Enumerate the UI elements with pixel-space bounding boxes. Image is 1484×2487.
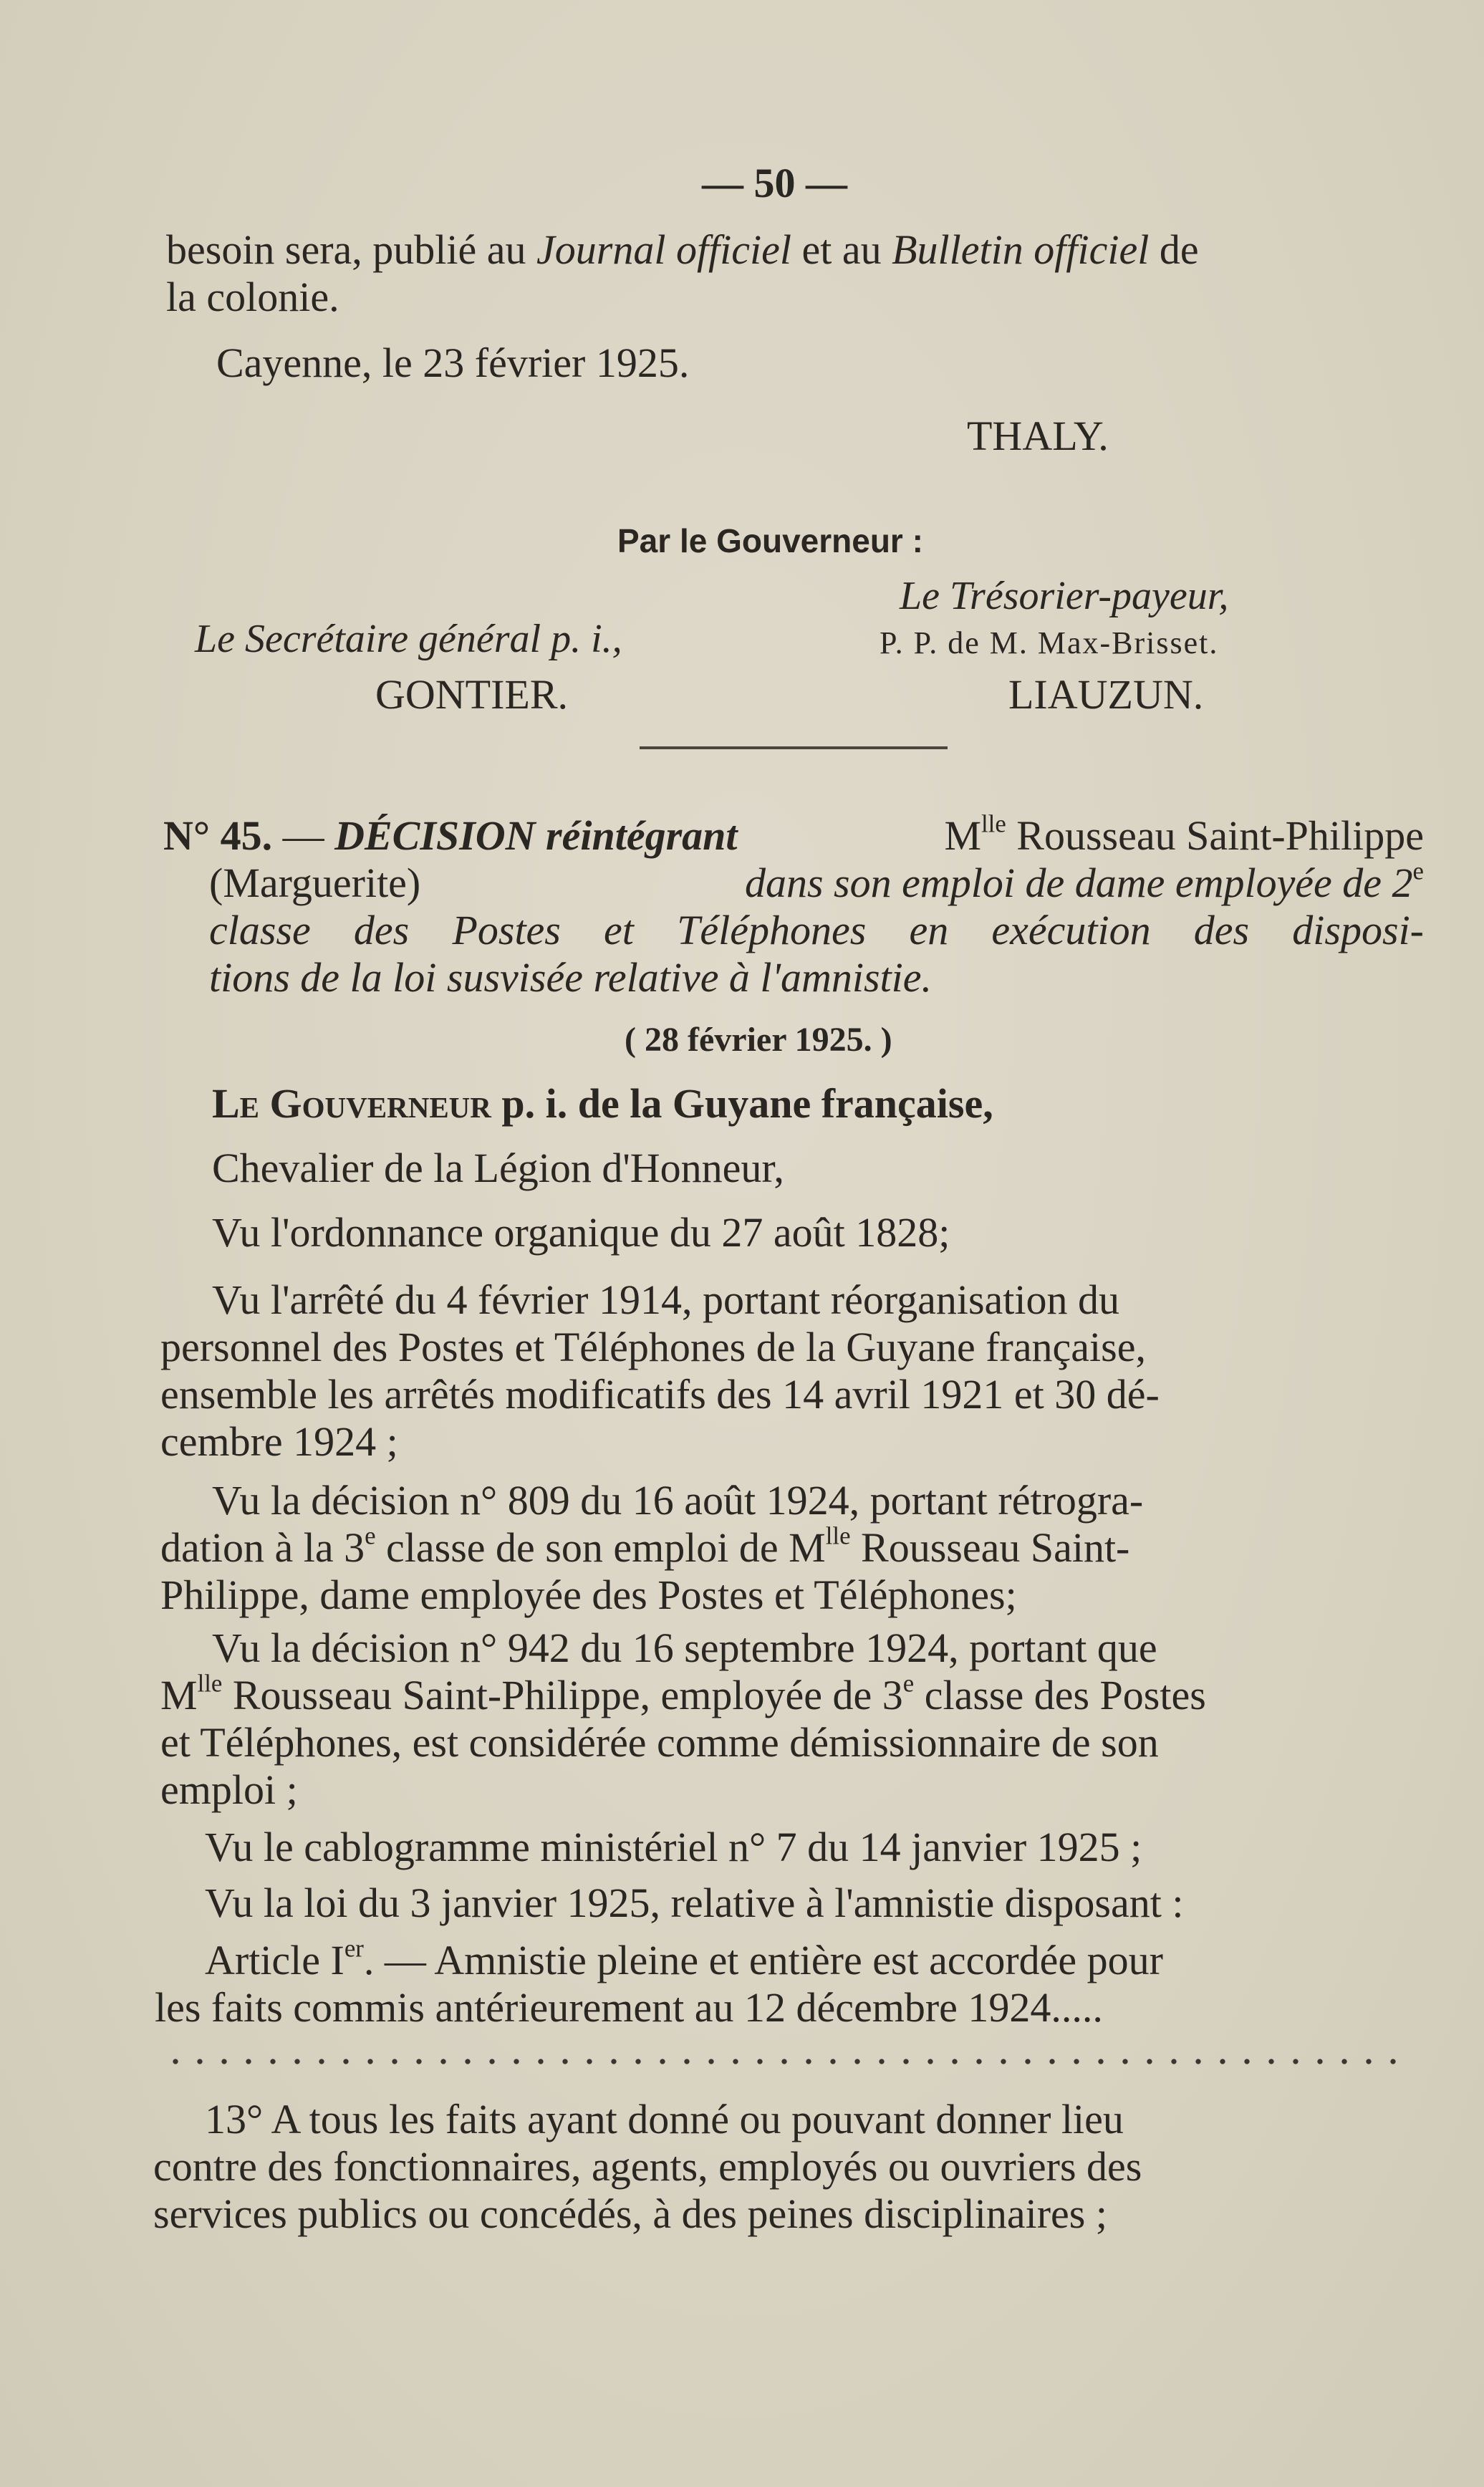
par-le-gouverneur: Par le Gouverneur : — [617, 522, 923, 559]
header-line-1: besoin sera, publié au Journal officiel et au Bulletin officiel de — [166, 226, 1199, 273]
bulletin-officiel-text: Bulletin officiel — [892, 226, 1150, 273]
vu-cablogramme: Vu le cablogramme ministériel n° 7 du 14 janvier 1925 ; — [205, 1824, 1142, 1870]
vu-decision-809-l3: Philippe, dame employée des Postes et Téléphones; — [160, 1572, 1017, 1618]
decision-number: N° 45. — [163, 812, 273, 859]
governor-line: Le Gouverneur p. i. de la Guyane française, — [212, 1080, 993, 1127]
section-divider — [640, 746, 948, 749]
paragraph-13-l2: contre des fonctionnaires, agents, employés ou ouvriers des — [153, 2143, 1142, 2190]
decision-date: ( 28 février 1925. ) — [625, 1021, 892, 1059]
left-title: Le Secrétaire général p. i., — [195, 617, 622, 661]
paragraph-13-l1: 13° A tous les faits ayant donné ou pouvant donner lieu — [205, 2096, 1124, 2142]
vu-decision-942-l1: Vu la décision n° 942 du 16 septembre 1924, portant que — [212, 1625, 1157, 1671]
decision-line-1: N° 45. — DÉCISION réintégrant $M^{lle}$ Rousseau Saint-Philippe — [163, 809, 1424, 859]
governor-signature: THALY. — [967, 413, 1109, 459]
right-title: Le Trésorier-payeur, — [900, 574, 1229, 618]
decision-line-4: tions de la loi susvisée relative à l'amnistie. — [209, 954, 932, 1001]
paragraph-13-l3: services publics ou concédés, à des peines disciplinaires ; — [153, 2190, 1107, 2237]
right-pp: P. P. de M. Max-Brisset. — [880, 625, 1219, 660]
vu-arrete-l2: personnel des Postes et Téléphones de la Guyane française, — [160, 1324, 1146, 1370]
vu-decision-942-l3: et Téléphones, est considérée comme démissionnaire de son — [160, 1719, 1159, 1766]
vu-arrete-l3: ensemble les arrêtés modificatifs des 14 avril 1921 et 30 dé- — [160, 1371, 1160, 1418]
vu-arrete-l1: Vu l'arrêté du 4 février 1914, portant réorganisation du — [212, 1276, 1119, 1323]
right-name: LIAUZUN. — [1008, 671, 1204, 718]
journal-officiel-text: Journal officiel — [536, 226, 792, 273]
vu-decision-942-l4: emploi ; — [160, 1766, 298, 1813]
decision-line-2: (Marguerite) dans son emploi de dame employée de 2e — [209, 857, 1424, 906]
vu-decision-809-l1: Vu la décision n° 809 du 16 août 1924, portant rétrogra- — [212, 1477, 1144, 1524]
vu-arrete-l4: cembre 1924 ; — [160, 1418, 398, 1465]
vu-decision-809-l2: dation à la 3e classe de son emploi de $M^{lle}$ Rousseau Saint- — [160, 1521, 1130, 1571]
decision-line-3: classe des Postes et Téléphones en exécution des disposi- — [209, 907, 1424, 953]
ellipsis-dots-row — [163, 2057, 1410, 2066]
article-1-l2: les faits commis antérieurement au 12 décembre 1924..... — [155, 1984, 1103, 2031]
vu-ordonnance: Vu l'ordonnance organique du 27 août 1828; — [212, 1209, 950, 1256]
header-line-2: la colonie. — [166, 274, 339, 320]
page-number: — 50 — — [702, 160, 847, 206]
chevalier-line: Chevalier de la Légion d'Honneur, — [212, 1145, 784, 1191]
article-1-l1: Article Ier. — Amnistie pleine et entière est accordée pour — [205, 1934, 1163, 1983]
vu-decision-942-l2: $M^{lle}$ Rousseau Saint-Philippe, employée de 3e classe des Postes — [160, 1669, 1206, 1718]
place-date: Cayenne, le 23 février 1925. — [216, 340, 690, 386]
vu-loi: Vu la loi du 3 janvier 1925, relative à l'amnistie disposant : — [205, 1880, 1184, 1926]
left-name: GONTIER. — [375, 671, 569, 718]
decision-title: DÉCISION réintégrant — [334, 812, 738, 859]
